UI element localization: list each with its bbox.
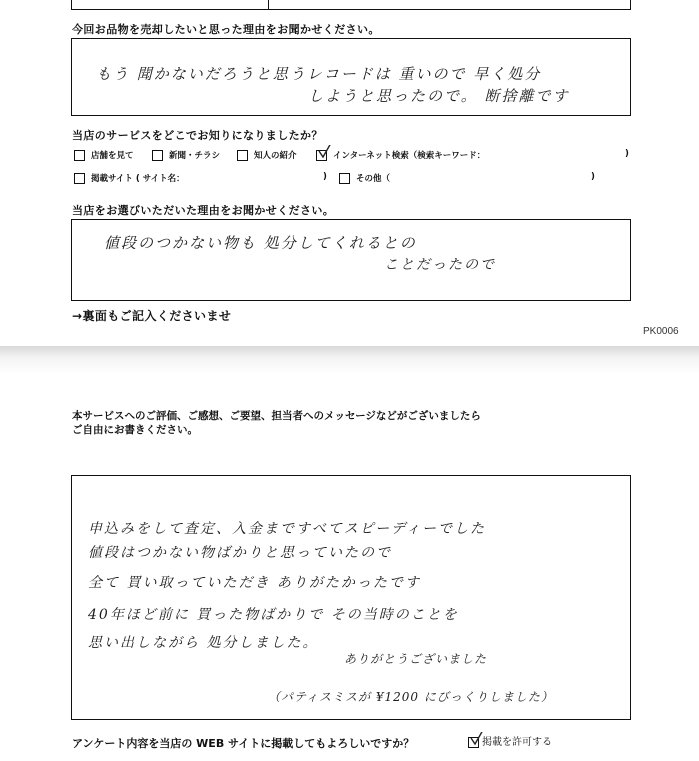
publish-permission-option[interactable] [468,733,552,748]
paren-close: ) [625,149,629,159]
handwritten-answer-line: 申込みをして査定、入金まですべてスピーディーでした [88,521,487,537]
question-why-choose: 当店をお選びいただいた理由をお聞かせください。 [72,204,335,217]
handwritten-answer-line: 思い出しながら 処分しました。 [88,635,319,651]
question-how-know: 当店のサービスをどこでお知りになりましたか？ [72,129,323,142]
handwritten-answer-line: 値段のつかない物も 処分してくれるとの [104,234,417,252]
survey-sheet-front [0,0,699,346]
checkbox-referral[interactable] [237,150,248,161]
option-newspaper[interactable] [152,149,220,161]
checkbox-other[interactable] [339,173,350,184]
option-referral[interactable] [237,149,297,161]
question-publish: アンケート内容を当店の WEB サイトに掲載してもよろしいですか？ [72,737,415,750]
option-label: 掲載サイト ( サイト名： [91,174,185,184]
question-feedback-line2: ご自由にお書きください。 [72,424,198,436]
box-divider [268,0,269,10]
checkbox-publish[interactable] [468,737,479,748]
back-side-note: →裏面もご記入くださいませ [72,309,232,323]
checkbox-internet-search[interactable] [316,150,327,161]
previous-answer-box-bottom [71,0,631,10]
answer-box-why-choose [71,219,631,301]
checkbox-listing-site[interactable] [74,173,85,184]
page-code: PK0006 [643,326,679,337]
check-mark-icon [318,145,332,159]
survey-sheet-back [0,374,699,761]
handwritten-answer-line: 40年ほど前に 買った物ばかりで その当時のことを [88,607,459,623]
handwritten-answer-line: しようと思ったので。 断捨離です [308,87,570,105]
answer-box-reason-sell [71,38,631,116]
checkbox-store[interactable] [74,150,85,161]
handwritten-answer-line: もう 聞かないだろうと思うレコードは 重いので 早く処分 [96,65,542,83]
handwritten-answer-line: ありがとうございました [344,652,488,666]
option-label: 店舗を見て [91,151,134,161]
question-reason-sell: 今回お品物を売却したいと思った理由をお聞かせください。 [72,23,380,36]
option-other[interactable] [339,172,390,184]
page-separator [0,346,699,374]
paren-close: ) [323,172,327,182]
option-label: その他（ [356,174,391,184]
option-label: 知人の紹介 [254,151,297,161]
answer-box-feedback [71,475,631,720]
check-mark-icon [470,732,484,746]
paren-close: ) [591,172,595,182]
option-listing-site[interactable] [74,172,185,184]
handwritten-answer-line: 全て 買い取っていただき ありがたかったです [88,575,421,591]
option-label: 新聞・チラシ [169,151,221,161]
handwritten-answer-line: （パティスミスが ¥1200 にびっくりしました） [268,690,554,704]
question-feedback: 本サービスへのご評価、ご感想、ご要望、担当者へのメッセージなどがございましたら [72,410,481,422]
publish-label: 掲載を許可する [482,737,552,748]
checkbox-newspaper[interactable] [152,150,163,161]
option-store[interactable] [74,149,134,161]
handwritten-answer-line: ことだったので [384,257,496,273]
handwritten-answer-line: 値段はつかない物ばかりと思っていたので [88,545,392,561]
option-internet-search[interactable] [316,149,485,161]
option-label: インターネット検索（検索キーワード： [333,151,486,161]
